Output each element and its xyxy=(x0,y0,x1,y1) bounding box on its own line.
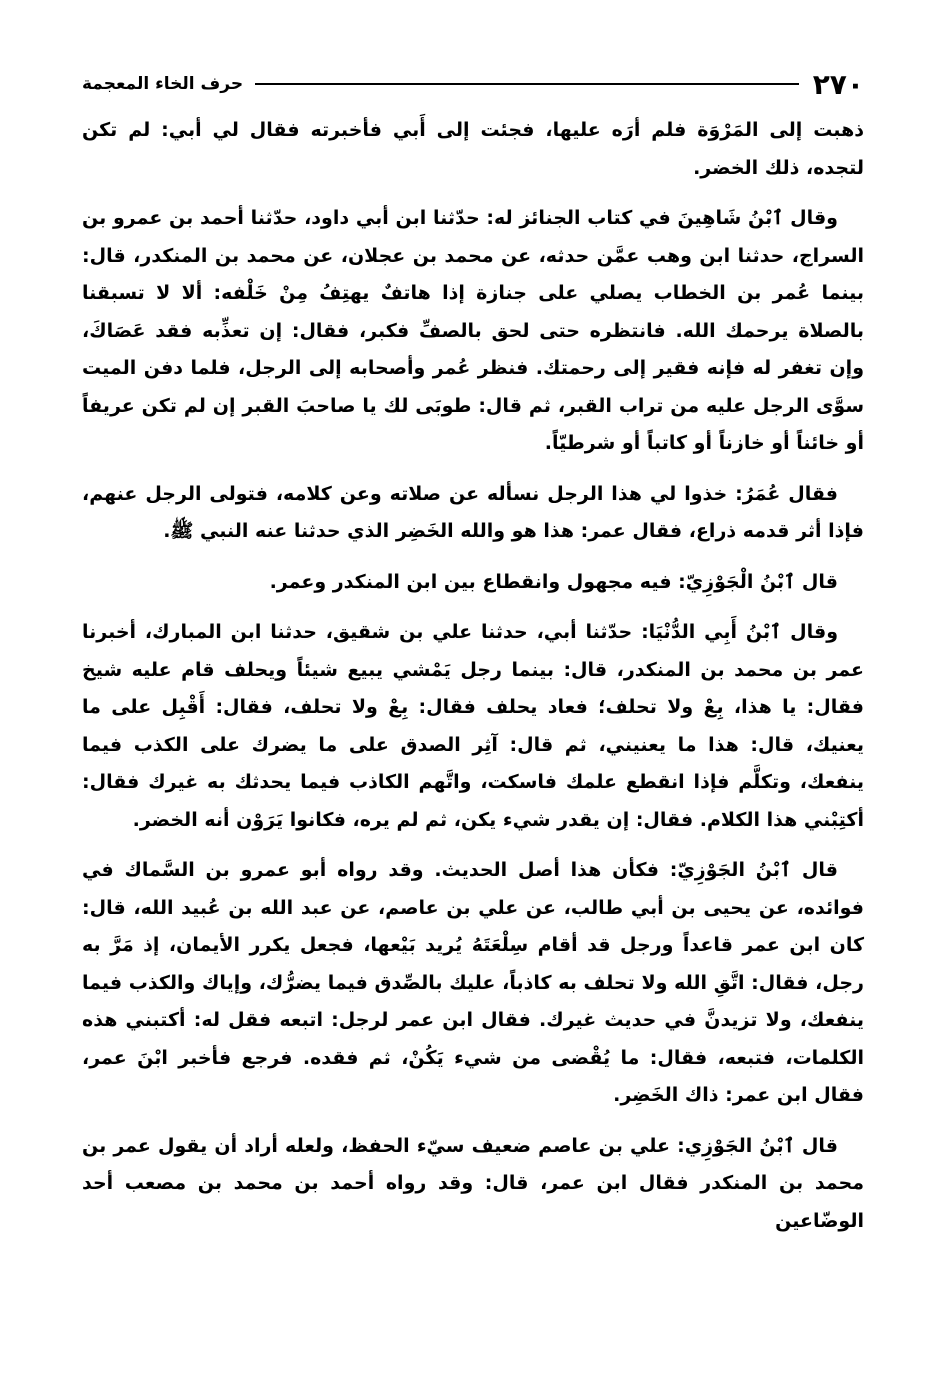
paragraph-2: وقال ٱبْنُ شَاهِينَ في كتاب الجنائز له: حدّثنا ابن أبي داود، حدّثنا أحمد بن عمرو بن السراج، حدثنا ابن وهب عمَّن حدثه، عن محمد بن عجلان، عن محمد بن المنكدر، قال: بينما عُمر بن الخطاب يصلي على جنازة إذا هاتفٌ يهتِفُ مِنْ خَلْفه: ألا لا تسبقنا بالصلاة يرحمك الله. فانتظره حتى لحق بالصفِّ فكبر، فقال: إن تعذِّبه فقد عَصَاكَ، وإن تغفر له فإنه فقير إلى رحمتك. فنظر عُمر وأصحابه إلى الرجل، فلما دفن الميت سوَّى الرجل عليه من تراب القبر، ثم قال: طوبَى لك يا صاحبَ القبر إن لم تكن عريفاً أو خائناً أو خازناً أو كاتباً أو شرطيّاً. xyxy=(82,207,864,454)
running-head: حرف الخاء المعجمة xyxy=(82,74,244,94)
header-rule xyxy=(255,83,799,85)
page-header xyxy=(82,66,864,102)
page-body xyxy=(82,112,864,1240)
paragraph-7: قال ٱبْنُ الجَوْزِي: علي بن عاصم ضعيف سيّء الحفظ، ولعله أراد أن يقول عمر بن محمد بن المنكدر فقال ابن عمر، قال: وقد رواه أحمد بن محمد بن مصعب أحد الوضّاعين xyxy=(82,1134,864,1232)
page-number: ٢٧٠ xyxy=(812,67,864,101)
paragraph-6: قال ٱبْنُ الجَوْزِيّ: فكأن هذا أصل الحديث. وقد رواه أبو عمرو بن السَّماك في فوائده، عن يحيى بن أبي طالب، عن علي بن عاصم، عن عبد الله بن عُبيد الله، قال: كان ابن عمر قاعداً ورجل قد أقام سِلْعَتَهُ يُريد بَيْعها، فجعل يكرر الأيمان، إذ مَرَّ به رجل، فقال: اتَّقِ الله ولا تحلف به كاذباً، عليك بالصِّدق فيما يضرُّك، وإياك والكذب فيما ينفعك، ولا تزيدنَّ في حديث غيرك. فقال ابن عمر لرجل: اتبعه فقل له: أكتبني هذه الكلمات، فتبعه، فقال: ما يُقْضى من شيء يَكُنْ، ثم فقده. فرجع فأخبر ابْنَ عمر، فقال ابن عمر: ذاك الخَضِر. xyxy=(82,859,864,1106)
paragraph-3: فقال عُمَرُ: خذوا لي هذا الرجل نسأله عن صلاته وعن كلامه، فتولى الرجل عنهم، فإذا أثر قدمه ذراع، فقال عمر: هذا هو والله الخَضِر الذي حدثنا عنه النبي ﷺ. xyxy=(82,482,864,542)
paragraph-1: ذهبت إلى المَرْوَة فلم أرَه عليها، فجئت إلى أَبي فأخبرته فقال لي أبي: لم تكن لتجده، ذلك الخضر. xyxy=(82,119,864,179)
paragraph-4: قال ٱبْنُ الْجَوْزِيّ: فيه مجهول وانقطاع بين ابن المنكدر وعمر. xyxy=(269,570,838,593)
paragraph-5: وقال ٱبْنُ أَبِي الدُّنْيَا: حدّثنا أبي، حدثنا علي بن شقيق، حدثنا ابن المبارك، أخبرنا عمر بن محمد بن المنكدر، قال: بينما رجل يَمْشي يبيع شيئاً ويحلف قام عليه شيخ فقال: يا هذا، بِعْ ولا تحلف؛ فعاد يحلف فقال: بِعْ ولا تحلف، فقال: أَقْبِل على ما يعنيك، قال: هذا ما يعنيني، ثم قال: آثِر الصدق على ما يضرك على الكذب فيما ينفعك، وتكلَّم فإذا انقطع علمك فاسكت، واتَّهم الكاذب فيما يحدثك به غيرك فقال: أكتِبْني هذا الكلام. فقال: إن يقدر شيء يكن، ثم لم يره، فكانوا يَرَوْن أنه الخضر. xyxy=(82,621,864,831)
